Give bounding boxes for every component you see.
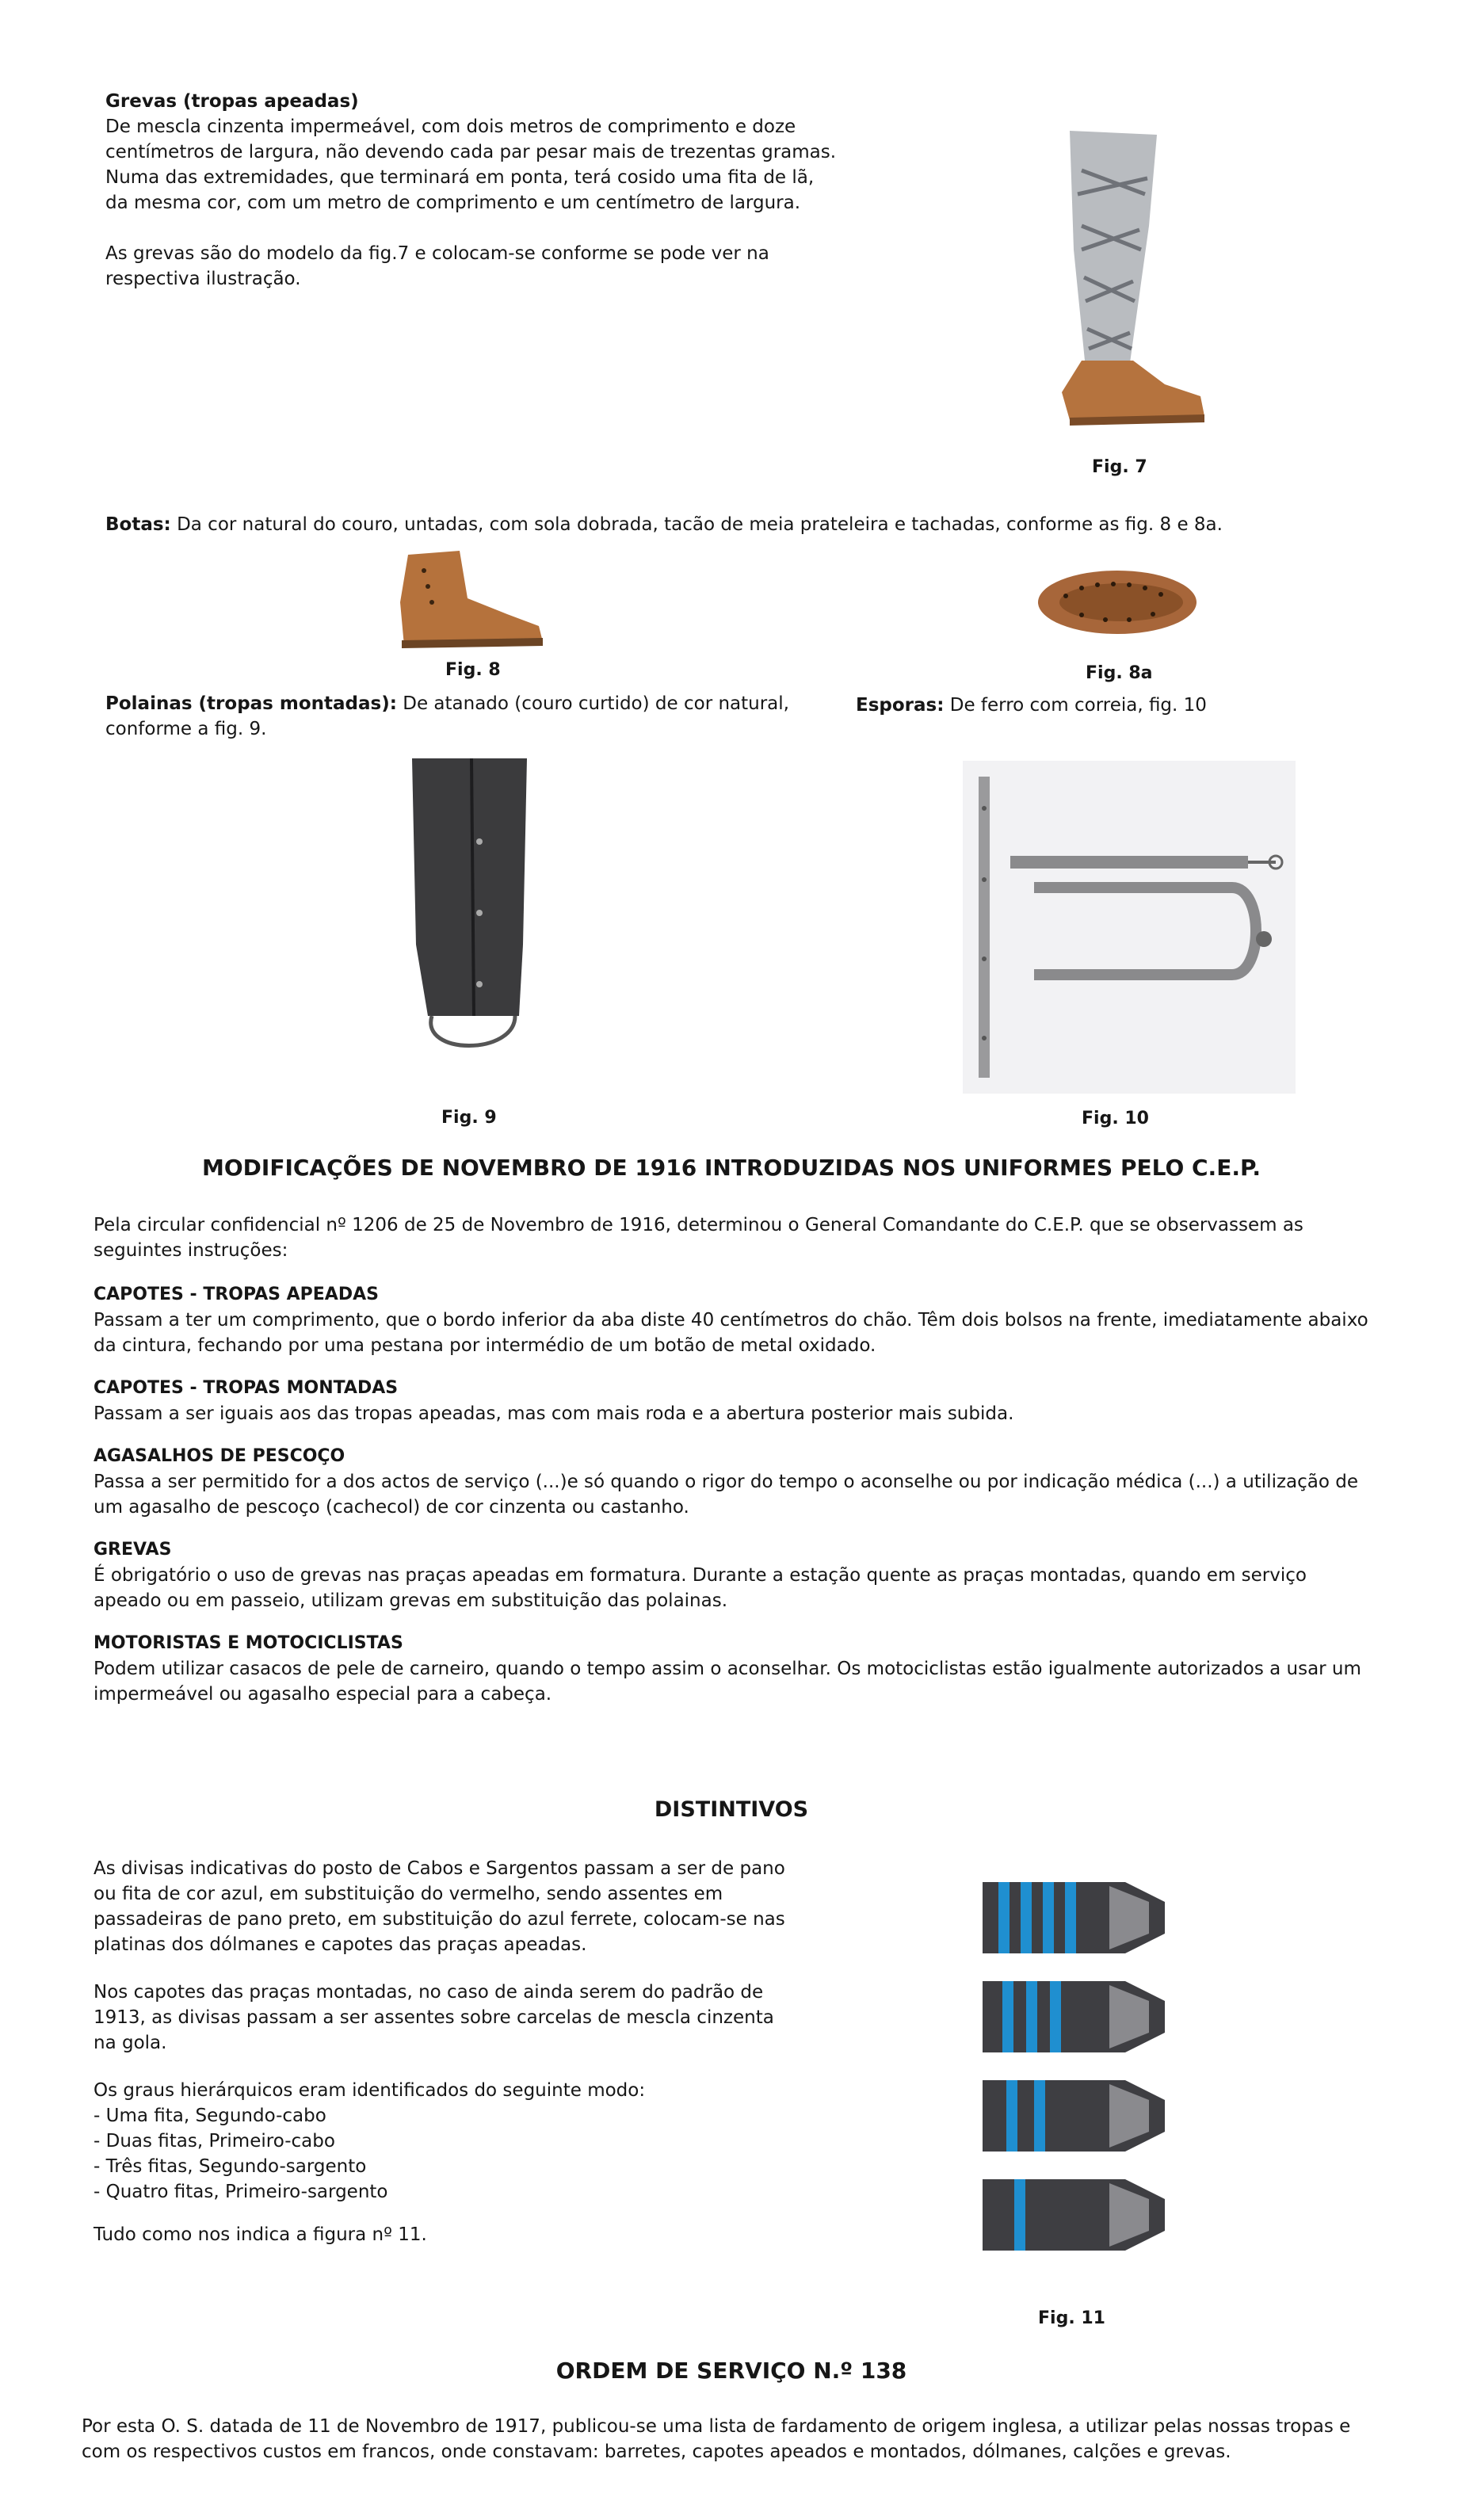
rank-item: - Três fitas, Segundo-sargento (94, 2156, 367, 2177)
grevas-text-2: As grevas são do modelo da fig.7 e colocam-se conforme se pode ver na respectiva ilustração. (105, 243, 769, 289)
botas-text: Da cor natural do couro, untadas, com sola dobrada, tacão de meia prateleira e tachadas, conforme as fig. 8 e 8a. (177, 514, 1223, 535)
esporas-label: Esporas: (856, 695, 945, 716)
grevas-text: De mescla cinzenta impermeável, com dois metros de comprimento e doze centímetros de largura, não devendo cada par pesar mais de trezentas gramas. Numa das extremidades, que terminará em ponta, terá cosido uma fita de lã, da mesma cor, com um metro de comprimento e um centímetro de largura. (105, 116, 837, 213)
fig-8-caption: Fig. 8 (445, 660, 501, 680)
fig-11-caption: Fig. 11 (1038, 2308, 1105, 2328)
section-agasalhos (94, 1444, 1377, 1520)
fig-8a-sole-image (1034, 564, 1200, 640)
modificacoes-body (94, 1212, 1377, 1707)
distintivos-p2: Nos capotes das praças montadas, no caso de ainda serem do padrão de 1913, as divisas passam a ser assentes sobre carcelas de mescla cinzenta na gola. (94, 1982, 774, 2053)
fig-8-boot-image (392, 547, 555, 650)
botas-label: Botas: (105, 514, 171, 535)
section-title: GREVAS (94, 1540, 172, 1560)
botas-line (105, 512, 1373, 537)
esporas-text: De ferro com correia, fig. 10 (949, 695, 1207, 716)
distintivos-p4: Tudo como nos indica a figura nº 11. (94, 2224, 427, 2245)
grevas-title: Grevas (tropas apeadas) (105, 91, 359, 112)
strap-4-stripes (983, 1882, 1165, 1953)
distintivos-heading: DISTINTIVOS (654, 1797, 809, 1822)
strap-3-stripes (983, 1981, 1165, 2052)
polainas-text: De atanado (couro curtido) de cor natural, conforme a fig. 9. (105, 693, 789, 739)
rank-item: - Uma fita, Segundo-cabo (94, 2106, 326, 2126)
ordem-text: Por esta O. S. datada de 11 de Novembro de 1917, publicou-se uma lista de fardamento de origem inglesa, a utilizar pelas nossas tropas e com os respectivos custos em francos, onde constavam: barretes, capotes apeados e montados, dólmanes, calções e grevas. (82, 2416, 1351, 2462)
section-text: Podem utilizar casacos de pele de carneiro, quando o tempo assim o aconselhar. Os motociclistas estão igualmente autorizados a usar um impermeável ou agasalho especial para a cabeça. (94, 1659, 1361, 1705)
ordem-heading: ORDEM DE SERVIÇO N.º 138 (555, 2358, 907, 2384)
polainas-block (105, 691, 819, 742)
section-text: Passam a ter um comprimento, que o bordo inferior da aba diste 40 centímetros do chão. Têm dois bolsos na frente, imediatamente abaixo da cintura, fechando por uma pestana por intermédio de um botão de metal oxidado. (94, 1310, 1368, 1356)
section-text: É obrigatório o uso de grevas nas praças apeadas em formatura. Durante a estação quente as praças montadas, quando em serviço apeado ou em passeio, utilizam grevas em substituição das polainas. (94, 1565, 1307, 1611)
polainas-label: Polainas (tropas montadas): (105, 693, 397, 714)
section-text: Passam a ser iguais aos das tropas apeadas, mas com mais roda e a abertura posterior mais subida. (94, 1403, 1014, 1424)
fig-8a-caption: Fig. 8a (1086, 663, 1153, 683)
strap-2-stripes (983, 2080, 1165, 2152)
fig-7-puttee-image (1038, 131, 1220, 448)
rank-item: - Duas fitas, Primeiro-cabo (94, 2131, 335, 2152)
fig-10-caption: Fig. 10 (1082, 1109, 1149, 1128)
section-text: Passa a ser permitido for a dos actos de serviço (...)e só quando o rigor do tempo o aconselhe ou por indicação médica (...) a utilização de um agasalho de pescoço (cachecol) de cor cinzenta ou castanho. (94, 1472, 1358, 1518)
section-capotes-montadas (94, 1376, 1377, 1426)
fig-11-shoulder-straps-image (959, 1866, 1189, 2286)
section-grevas (94, 1537, 1377, 1613)
modificacoes-heading: MODIFICAÇÕES DE NOVEMBRO DE 1916 INTRODUZIDAS NOS UNIFORMES PELO C.E.P. (202, 1155, 1261, 1181)
ranks-list (94, 2103, 791, 2205)
section-motoristas (94, 1631, 1377, 1707)
fig-10-spur-image (963, 761, 1296, 1094)
rank-item: - Quatro fitas, Primeiro-sargento (94, 2182, 388, 2202)
section-title: MOTORISTAS E MOTOCICLISTAS (94, 1633, 403, 1653)
strap-1-stripe (983, 2179, 1165, 2251)
section-title: CAPOTES - TROPAS MONTADAS (94, 1378, 399, 1398)
section-title: AGASALHOS DE PESCOÇO (94, 1446, 345, 1466)
fig-9-caption: Fig. 9 (441, 1108, 497, 1128)
modificacoes-intro: Pela circular confidencial nº 1206 de 25 de Novembro de 1916, determinou o General Comandante do C.E.P. que se observassem as seguintes instruções: (94, 1215, 1303, 1261)
fig-7-caption: Fig. 7 (1092, 457, 1147, 477)
distintivos-p3: Os graus hierárquicos eram identificados do seguinte modo: (94, 2080, 646, 2101)
section-title: CAPOTES - TROPAS APEADAS (94, 1285, 379, 1304)
distintivos-p1: As divisas indicativas do posto de Cabos e Sargentos passam a ser de pano ou fita de cor azul, em substituição do vermelho, sendo assentes em passadeiras de pano preto, em substituição do azul ferrete, colocam-se nas platinas dos dólmanes e capotes das praças apeadas. (94, 1858, 785, 1955)
grevas-intro (105, 89, 842, 292)
distintivos-body (94, 1856, 791, 2247)
section-capotes-apeadas (94, 1282, 1377, 1358)
esporas-block (856, 693, 1347, 718)
fig-9-legging-image (396, 754, 543, 1070)
